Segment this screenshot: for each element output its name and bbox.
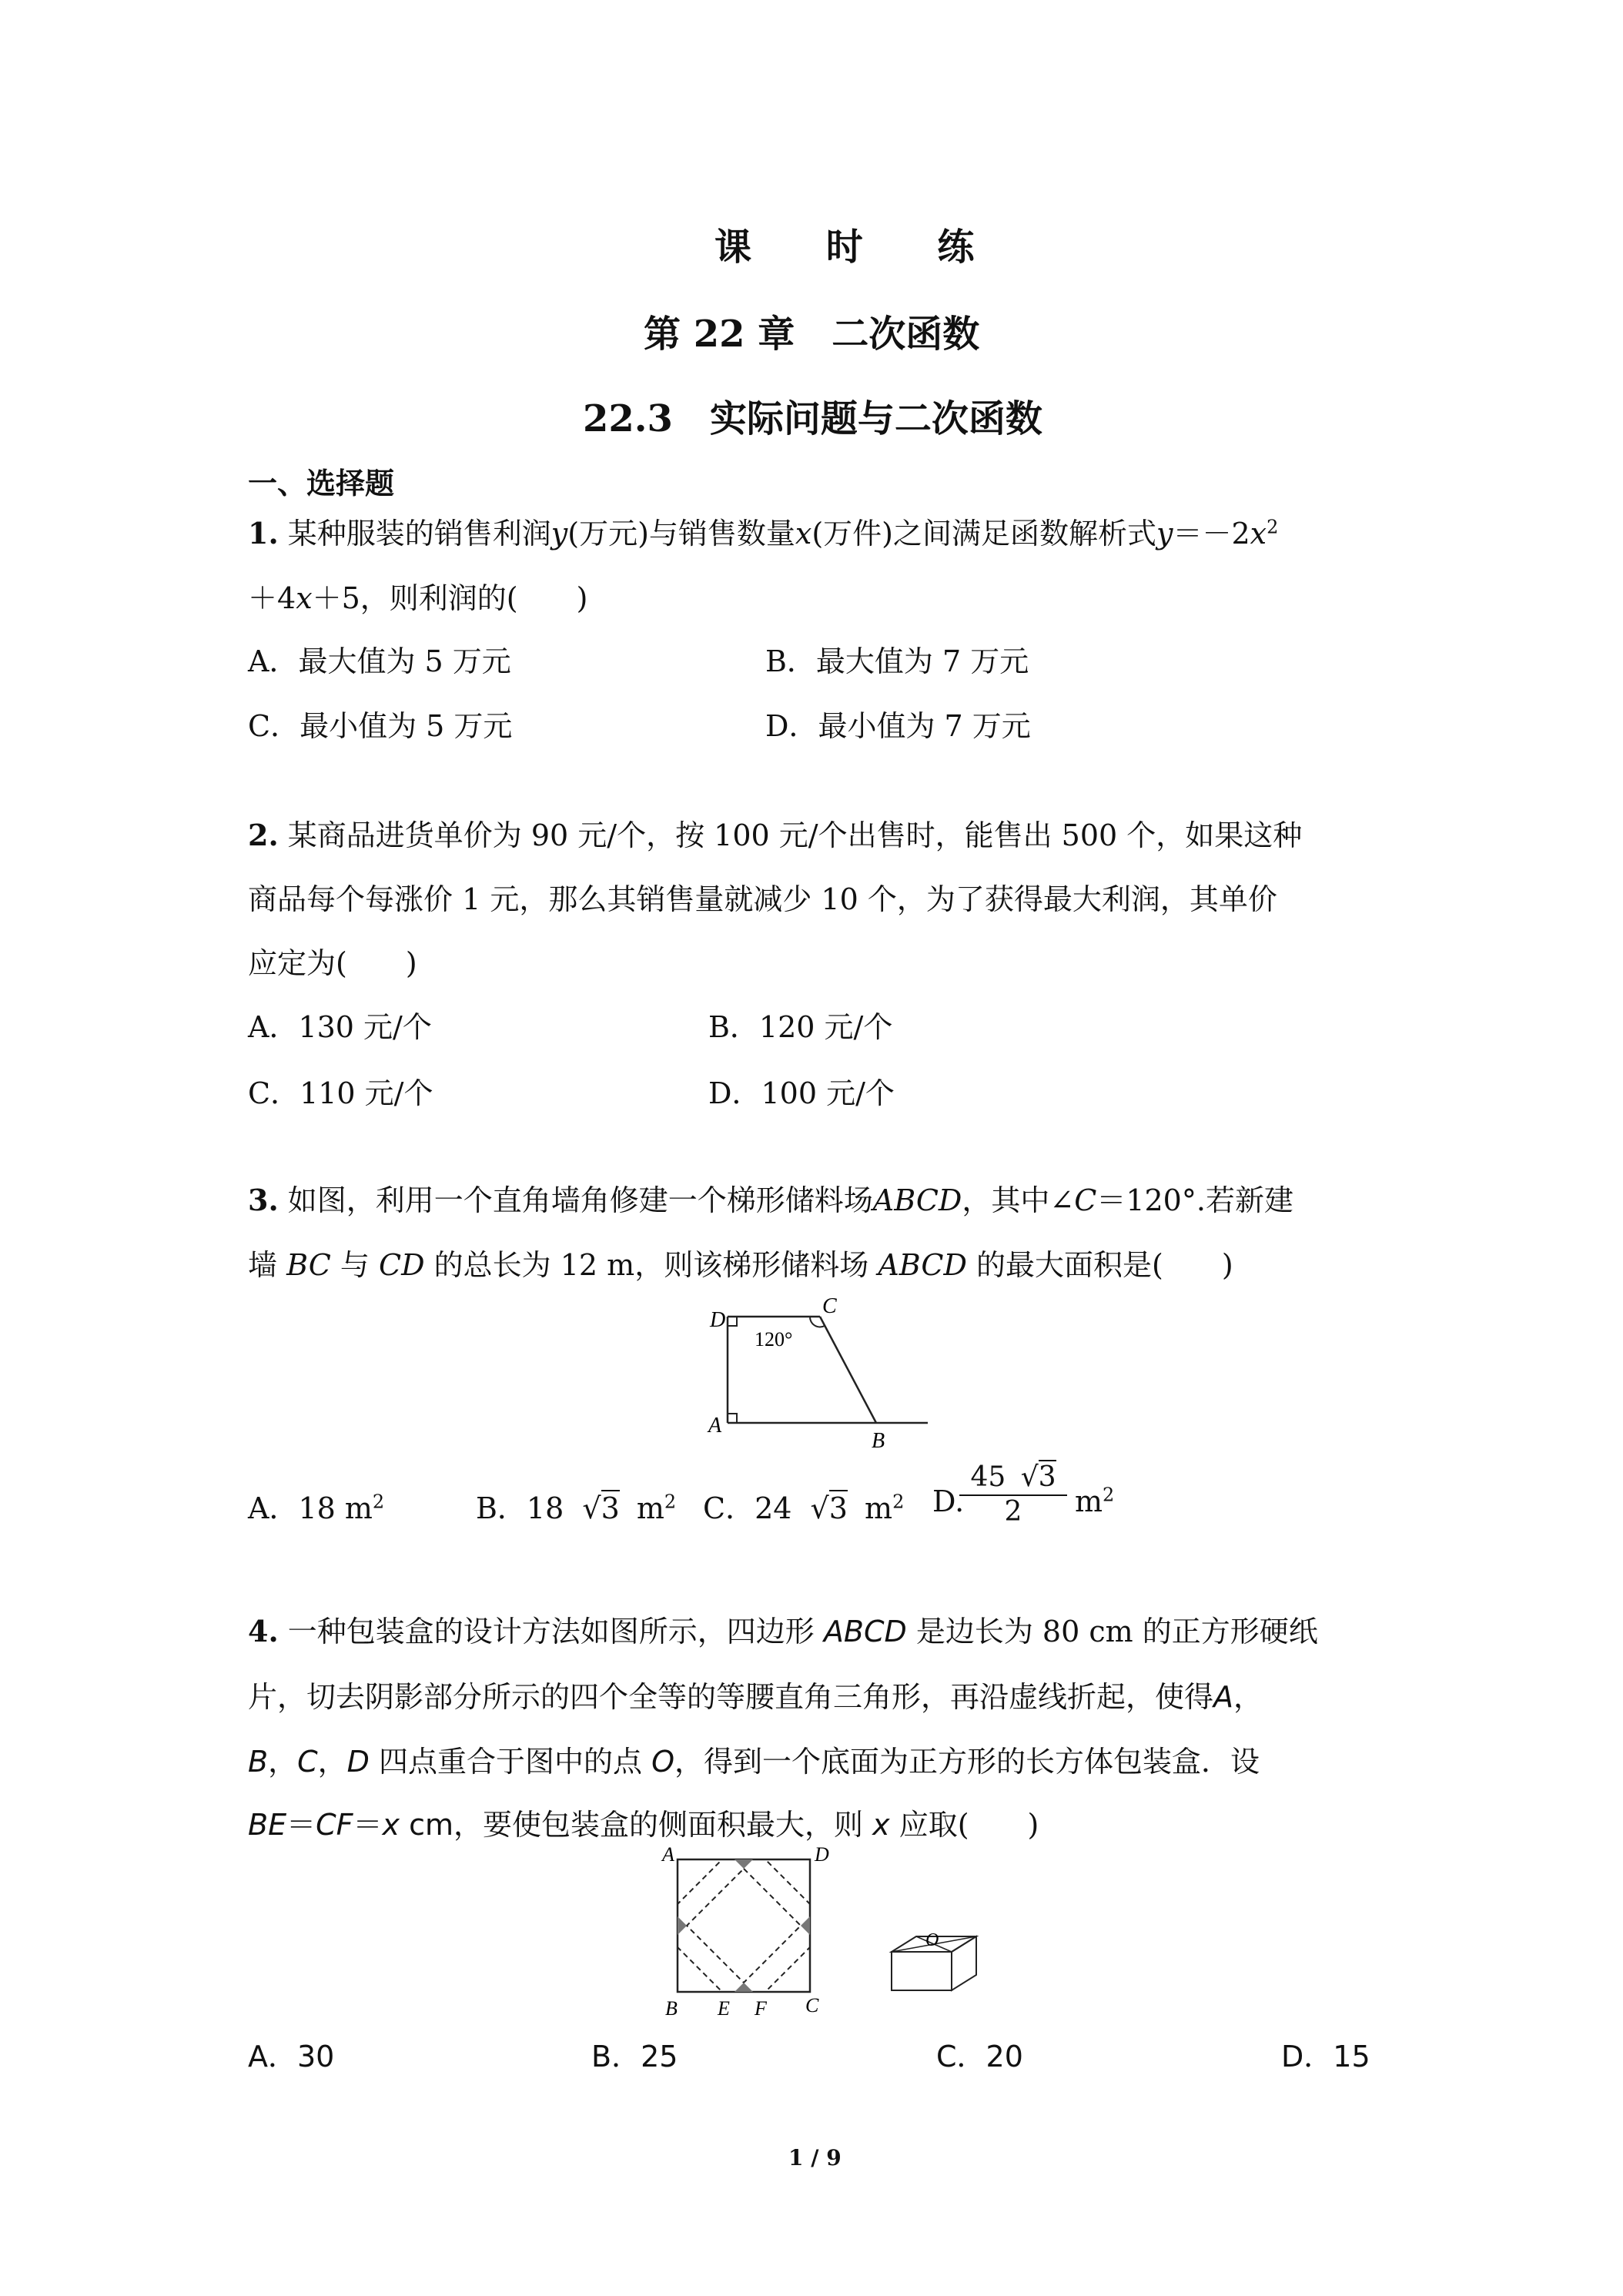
label-a: A <box>662 1844 674 1866</box>
label-c: C <box>297 1745 318 1779</box>
label-cd: CD <box>379 1248 425 1282</box>
fraction-denominator: 2 <box>1004 1496 1022 1528</box>
unit: m <box>636 1491 664 1525</box>
page-number: 1 / 9 <box>788 2145 842 2170</box>
label-o: O <box>651 1745 675 1779</box>
q3-line2 <box>248 1241 1233 1284</box>
q2-option-b[interactable]: B．120 元/个 <box>708 1010 893 1044</box>
q2-line3: 应定为( ) <box>248 946 417 980</box>
q3-option-b[interactable] <box>476 1484 676 1527</box>
q4-box-figure <box>885 1921 986 2006</box>
outer-square <box>678 1859 810 1992</box>
option-text: B．18 <box>476 1491 564 1525</box>
q2-option-a[interactable]: A．130 元/个 <box>248 1010 432 1044</box>
q4-number: 4. <box>248 1614 279 1648</box>
label-c: C <box>1074 1183 1097 1217</box>
q1-text: (万件)之间满足函数解析式 <box>812 517 1156 551</box>
q4-text: 片，切去阴影部分所示的四个全等的等腰直角三角形，再沿虚线折起，使得 <box>248 1680 1214 1714</box>
q4-text: 四点重合于图中的点 <box>379 1745 643 1779</box>
q4-square-figure <box>654 1844 832 2029</box>
numerator-value: 45 <box>970 1461 1006 1493</box>
side-cb <box>820 1317 876 1423</box>
label-b: B <box>248 1745 269 1779</box>
q3-text: 墙 <box>248 1248 278 1282</box>
var-y: y <box>550 517 568 551</box>
label-a: A <box>708 1414 722 1438</box>
punct: ＝ <box>286 1808 316 1842</box>
q3-text: 的总长为 12 m，则该梯形储料场 <box>433 1248 869 1282</box>
part-heading: 一、选择题 <box>248 467 395 500</box>
punct: ， <box>268 1745 298 1779</box>
q1-text: 某种服装的销售利润 <box>287 517 551 551</box>
label-d: D <box>710 1308 726 1332</box>
q3-number: 3. <box>248 1183 279 1217</box>
q3-option-c[interactable] <box>703 1484 904 1527</box>
option-text: A．18 m <box>248 1491 373 1525</box>
q2-line2: 商品每个每涨价 1 元，那么其销售量就减少 10 个，为了获得最大利润，其单价 <box>248 882 1277 916</box>
q2-option-c[interactable]: C．110 元/个 <box>248 1076 433 1110</box>
q1-option-c[interactable]: C．最小值为 5 万元 <box>248 709 513 743</box>
q4-option-a[interactable]: A．30 <box>248 2040 335 2073</box>
shaded-triangle-left <box>678 1916 687 1935</box>
label-d: D <box>815 1844 829 1866</box>
q4-text: 是边长为 80 cm 的正方形硬纸 <box>915 1615 1318 1648</box>
sqrt-icon: √ <box>582 1491 601 1525</box>
angle-label: 120° <box>755 1328 793 1350</box>
q1-number: 1. <box>248 516 279 551</box>
q4-line1 <box>248 1608 1318 1650</box>
sqrt-icon: √ <box>810 1491 829 1525</box>
q1-line1 <box>248 510 1278 552</box>
q3-option-d-unit <box>1075 1484 1114 1518</box>
fraction-numerator <box>959 1461 1067 1496</box>
radicand: 3 <box>828 1491 848 1525</box>
q4-option-b[interactable]: B．25 <box>591 2040 678 2073</box>
option-text: D. <box>932 1484 965 1518</box>
label-be: BE <box>248 1808 287 1842</box>
punct: ， <box>1233 1680 1263 1714</box>
label-b: B <box>665 1997 678 2020</box>
unit: m <box>865 1491 893 1525</box>
label-abcd: ABCD <box>872 1183 962 1217</box>
punct: ＝ <box>353 1808 383 1842</box>
box-front <box>892 1952 952 1990</box>
q4-line2 <box>248 1673 1263 1715</box>
q4-option-d[interactable]: D．15 <box>1281 2040 1370 2073</box>
q2-text: 某商品进货单价为 90 元/个，按 100 元/个出售时，能售出 500 个，如果这种 <box>287 818 1303 852</box>
q1-line2 <box>248 574 587 617</box>
var-x: x <box>382 1808 400 1842</box>
label-cf: CF <box>316 1808 353 1842</box>
label-abcd: ABCD <box>823 1615 907 1648</box>
q4-text: 应取( ) <box>899 1808 1039 1842</box>
right-angle-d <box>728 1317 737 1326</box>
shaded-triangle-bottom <box>735 1983 753 1992</box>
var-x: x <box>795 517 812 551</box>
q4-text: ，得到一个底面为正方形的长方体包装盒．设 <box>674 1745 1260 1779</box>
var-x: x <box>296 581 313 615</box>
right-angle-a <box>728 1414 737 1423</box>
q2-option-d[interactable]: D．100 元/个 <box>708 1076 895 1110</box>
q1-text: (万元)与销售数量 <box>567 517 795 551</box>
q3-option-a[interactable] <box>248 1484 384 1527</box>
punct: ， <box>317 1745 347 1779</box>
label-abcd: ABCD <box>878 1248 967 1282</box>
radicand: 3 <box>601 1491 620 1525</box>
exponent: 2 <box>1103 1484 1115 1506</box>
unit: m <box>1075 1484 1103 1518</box>
label-bc: BC <box>286 1248 331 1282</box>
chapter-title: 第 22 章 二次函数 <box>644 313 980 356</box>
q2-line1 <box>248 812 1302 854</box>
label-b: B <box>872 1429 885 1453</box>
radicand: 3 <box>1038 1461 1056 1493</box>
q1-text: ＋5，则利润的( ) <box>312 581 588 615</box>
box-side <box>952 1936 976 1990</box>
q4-option-c[interactable]: C．20 <box>936 2040 1023 2073</box>
label-a: A <box>1213 1680 1234 1714</box>
label-o: O <box>925 1930 939 1950</box>
var-y: y <box>1156 517 1173 551</box>
q1-text: ＋4 <box>248 581 296 615</box>
q2-number: 2. <box>248 818 279 852</box>
inner-dashed-square-2 <box>678 1859 810 1992</box>
q1-text: ＝－2 <box>1173 517 1250 551</box>
exponent: 2 <box>664 1491 677 1513</box>
q3-trapezoid-figure <box>693 1294 947 1455</box>
shaded-triangle-right <box>801 1916 810 1935</box>
q3-text: 与 <box>340 1248 370 1282</box>
q1-option-a[interactable]: A．最大值为 5 万元 <box>248 644 511 678</box>
label-c: C <box>805 1994 819 2017</box>
q1-option-d[interactable]: D．最小值为 7 万元 <box>765 709 1031 743</box>
q3-text: 如图，利用一个直角墙角修建一个梯形储料场 <box>287 1183 873 1217</box>
q3-text: 的最大面积是( ) <box>976 1248 1233 1282</box>
label-f: F <box>755 1997 767 2020</box>
q3-text: ，其中∠ <box>962 1183 1075 1217</box>
exponent: 2 <box>372 1491 385 1513</box>
q3-option-d-fraction <box>959 1461 1067 1528</box>
q3-text: ＝120°.若新建 <box>1096 1183 1293 1217</box>
var-x: x <box>1250 517 1267 551</box>
label-c: C <box>822 1294 837 1318</box>
shaded-triangle-top <box>735 1859 753 1869</box>
option-text: C．24 <box>703 1491 792 1525</box>
q4-text: cm，要使包装盒的侧面积最大，则 <box>409 1808 864 1842</box>
var-x: x <box>872 1808 890 1842</box>
section-title: 22.3 实际问题与二次函数 <box>583 397 1042 440</box>
label-e: E <box>718 1997 730 2020</box>
sqrt-icon: √ <box>1020 1461 1039 1493</box>
q4-line4 <box>248 1801 1039 1843</box>
label-d: D <box>346 1745 370 1779</box>
exponent: 2 <box>892 1491 905 1513</box>
page-title: 课 时 练 <box>714 226 1006 269</box>
q3-line1 <box>248 1176 1293 1219</box>
exponent: 2 <box>1267 516 1279 538</box>
q1-option-b[interactable]: B．最大值为 7 万元 <box>765 644 1029 678</box>
inner-dashed-square <box>687 1869 801 1983</box>
q4-line3 <box>248 1738 1260 1780</box>
q4-text: 一种包装盒的设计方法如图所示，四边形 <box>287 1615 815 1648</box>
